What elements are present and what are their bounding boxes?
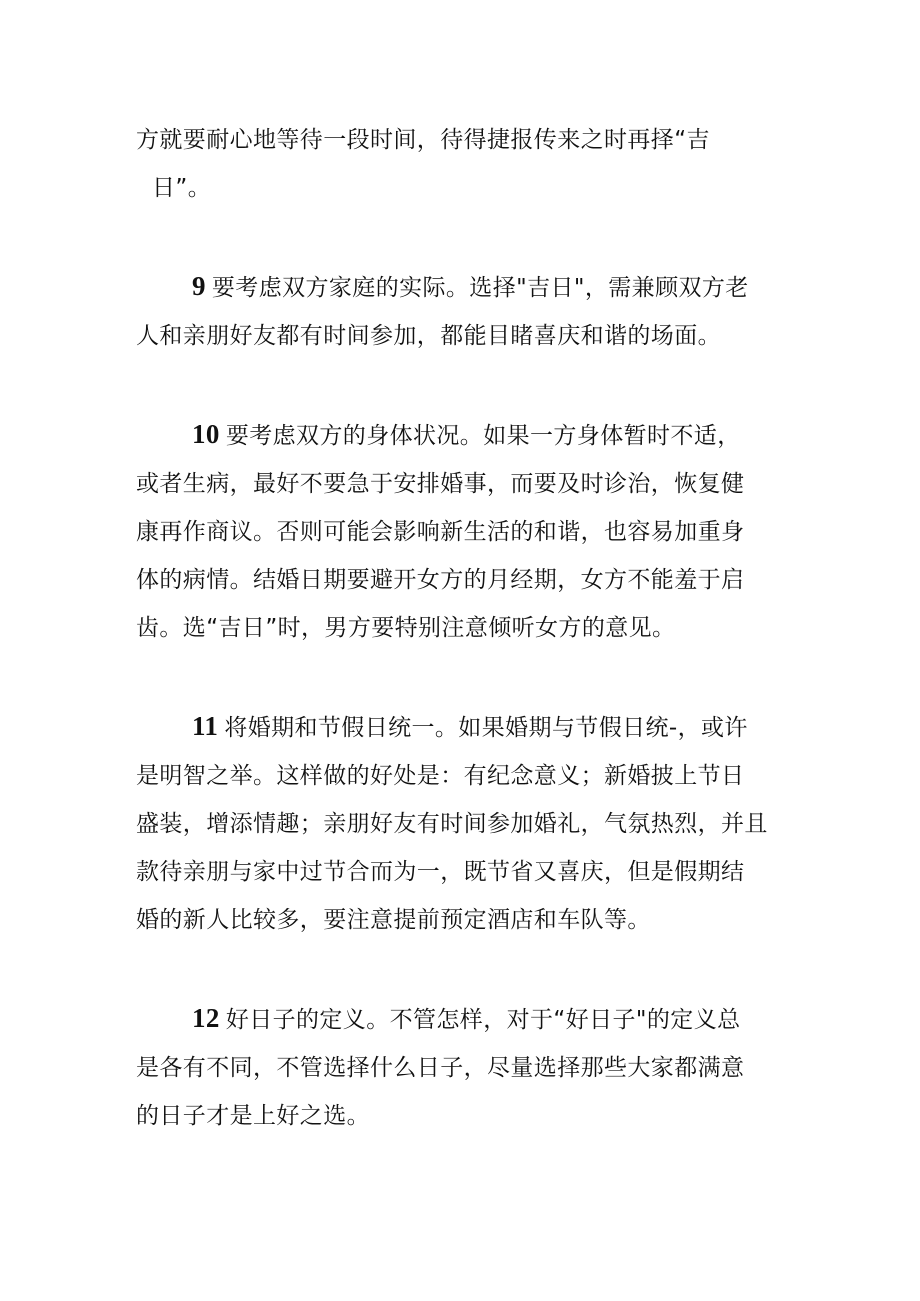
paragraph-line: 要考虑双方的身体状况。如果一方身体暂时不适，	[225, 423, 741, 449]
paragraph-item-9	[136, 262, 786, 360]
paragraph-line: 方就要耐心地等待一段时间，待得捷报传来之时再择“吉	[136, 127, 710, 153]
item-number: 9	[192, 271, 206, 301]
paragraph-line: 体的病情。结婚日期要避开女方的月经期，女方不能羞于启	[136, 567, 745, 593]
paragraph-line: 的日子才是上好之选。	[136, 1103, 370, 1129]
paragraph-line: 人和亲朋好友都有时间参加，都能目睹喜庆和谐的场面。	[136, 323, 721, 349]
paragraph-line: 是明智之举。这样做的好处是：有纪念意义；新婚披上节日	[136, 763, 745, 789]
paragraph-line: 款待亲朋与家中过节合而为一，既节省又喜庆，但是假期结	[136, 859, 745, 885]
paragraph-line: 或者生病，最好不要急于安排婚事，而要及时诊治，恢复健	[136, 471, 745, 497]
item-number: 11	[192, 711, 219, 741]
paragraph-item-10	[136, 410, 786, 652]
paragraph-item-12	[136, 994, 786, 1140]
paragraph-line: 日”。	[152, 175, 212, 201]
paragraph-line: 好日子的定义。不管怎样，对于“好日子"的定义总	[225, 1007, 741, 1033]
paragraph-line: 盛装，增添情趣；亲朋好友有时间参加婚礼，气氛热烈，并且	[136, 811, 768, 837]
paragraph-line: 婚的新人比较多，要注意提前预定酒店和车队等。	[136, 907, 651, 933]
paragraph-line: 齿。选“吉日”时，男方要特别注意倾听女方的意见。	[136, 615, 676, 641]
item-number: 10	[192, 419, 220, 449]
paragraph-line: 康再作商议。否则可能会影响新生活的和谐，也容易加重身	[136, 519, 745, 545]
paragraph-line: 是各有不同，不管选择什么日子，尽量选择那些大家都满意	[136, 1055, 745, 1081]
document-page	[136, 116, 786, 1140]
paragraph-line: 要考虑双方家庭的实际。选择"吉日"，需兼顾双方老	[211, 275, 749, 301]
paragraph-item-11	[136, 702, 786, 944]
paragraph-line: 将婚期和节假日统一。如果婚期与节假日统-，或许	[224, 715, 748, 741]
item-number: 12	[192, 1003, 220, 1033]
paragraph-continuation	[136, 116, 786, 212]
